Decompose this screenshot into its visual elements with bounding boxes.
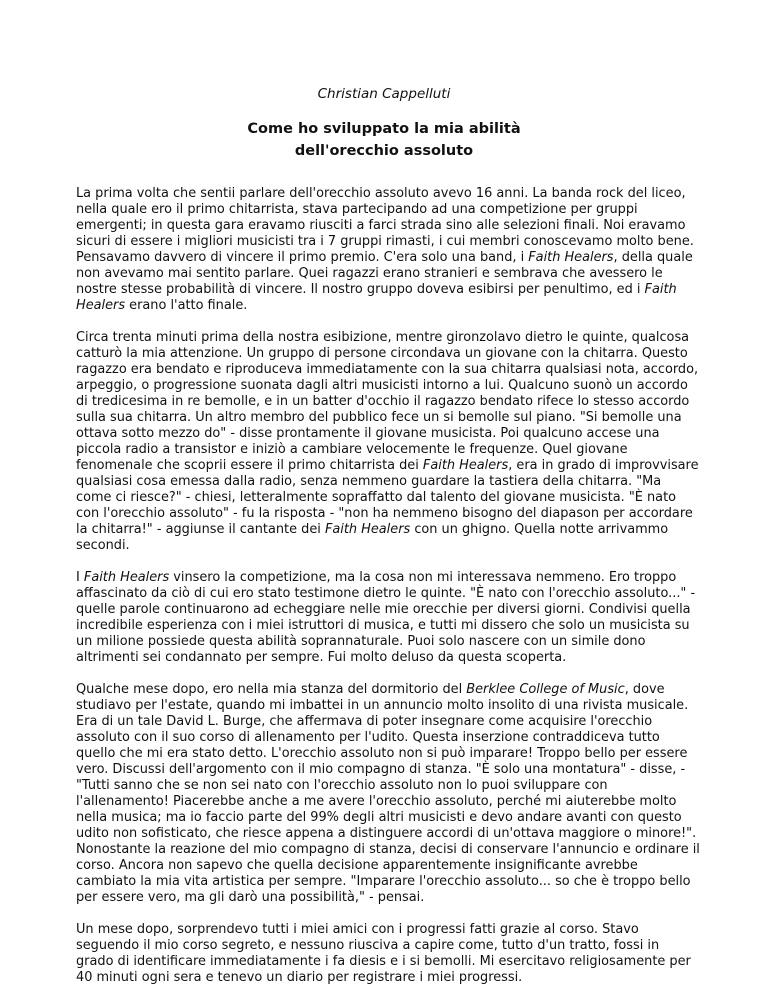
title-line-1: Come ho sviluppato la mia abilità: [247, 121, 521, 137]
paragraph-text: vinsero la competizione, ma la cosa non mi interessava nemmeno. Ero troppo affascinato da ciò di cui ero stato testimone dietro le quinte. "È nato con l'orecchio assoluto..." - quelle parole continuarono ad echeggiare nelle mie orecchie per diversi giorni. Condivisi quella incredibile esperienza con i miei istruttori di musica, e tutti mi dissero che solo un musicista su un milione possiede questa abilità soprannaturale. Puoi solo nascere con un simile dono altrimenti sei condannato per sempre. Fui molto deluso da questa scoperta.: [76, 570, 696, 665]
paragraph-text: erano l'atto finale.: [125, 298, 248, 313]
paragraph-text: con un ghigno. Quella notte arrivammo secondi.: [76, 522, 669, 553]
paragraph-text: La prima volta che sentii parlare dell'orecchio assoluto avevo 16 anni. La banda rock del liceo, nella quale ero il primo chitarrista, stava partecipando ad una competizione per gruppi emergenti; in questa gara eravamo riusciti a farci strada sino alle selezioni finali. Noi eravamo sicuri di essere i migliori musicisti tra i 7 gruppi rimasti, i cui membri conoscevamo molto bene. Pensavamo davvero di vincere il primo premio. C'era solo una band, i: [76, 186, 694, 265]
paragraph-text: Un mese dopo, sorprendevo tutti i miei amici con i progressi fatti grazie al corso. Stavo seguendo il mio corso segreto, e nessuno riusciva a capire come, tutto d'un tratto, fossi in grado di identificare immediatamente i fa diesis e i si bemolli. Mi esercitavo religiosamente per 40 minuti ogni sera e tenevo un diario per registrare i miei progressi.: [76, 922, 691, 985]
paragraph-text: I: [76, 570, 84, 585]
paragraph-text: , della quale non avevamo mai sentito parlare. Quei ragazzi erano stranieri e sembrava che avessero le nostre stesse probabilità di vincere. Il nostro gruppo doveva esibirsi per penultimo, ed i: [76, 250, 693, 297]
document-body: [76, 186, 700, 1002]
paragraph-text: , era in grado di improvvisare qualsiasi cosa emessa dalla radio, senza nemmeno guardare la tastiera della chitarra. "Ma come ci riesce?" - chiesi, letteralmente sopraffatto dal talento del giovane musicista. "È nato con l'orecchio assoluto" - fu la risposta - "non ha nemmeno bisogno del diapason per accordare la chitarra!" - aggiunse il cantante dei: [76, 458, 699, 537]
band-name: Faith Healers: [76, 282, 677, 313]
band-name: Faith Healers: [324, 522, 411, 537]
author-name: Christian Cappelluti: [317, 86, 451, 102]
band-name: Faith Healers: [528, 250, 614, 265]
college-name: Berklee College of Music: [466, 682, 625, 697]
paragraph-2: [76, 330, 700, 554]
title-line-2: dell'orecchio assoluto: [294, 143, 474, 159]
paragraph-text: Qualche mese dopo, ero nella mia stanza del dormitorio del: [76, 682, 467, 697]
paragraph-4: [76, 682, 700, 906]
band-name: Faith Healers: [422, 458, 509, 473]
paragraph-5: [76, 922, 700, 986]
paragraph-3: [76, 570, 700, 666]
band-name: Faith Healers: [83, 570, 170, 585]
paragraph-1: [76, 186, 700, 314]
document-title: [0, 118, 768, 162]
paragraph-text: , dove studiavo per l'estate, quando mi imbattei in un annuncio molto insolito di una rivista musicale. Era di un tale David L. Burge, che affermava di poter insegnare come acquisire l'orecchio assoluto con il suo corso di allenamento per l'udito. Questa inserzione contraddiceva tutto quello che mi era stato detto. L'orecchio assoluto non si può imparare! Troppo bello per essere vero. Discussi dell'argomento con il mio compagno di stanza. "È solo una montatura" - disse, - "Tutti sanno che se non sei nato con l'orecchio assoluto non lo puoi sviluppare con l'allenamento! Piacerebbe anche a me avere l'orecchio assoluto, perché mi aiuterebbe molto nella musica; ma io faccio parte del 99% degli altri musicisti e devo andare avanti con questo udito non sofisticato, che riesce appena a distinguere accordi di un'ottava maggiore o minore!". Nonostante la reazione del mio compagno di stanza, decisi di conservare l'annuncio e ordinare il corso. Ancora non sapevo che quella decisione apparentemente insignificante avrebbe cambiato la mia vita artistica per sempre. "Imparare l'orecchio assoluto... so che è troppo bello per essere vero, ma gli darò una possibilità," - pensai.: [76, 682, 700, 905]
paragraph-text: Circa trenta minuti prima della nostra esibizione, mentre gironzolavo dietro le quinte, qualcosa catturò la mia attenzione. Un gruppo di persone circondava un giovane con la chitarra. Questo ragazzo era bendato e riproduceva immediatamente con la sua chitarra qualsiasi nota, accordo, arpeggio, o progressione suonata dagli altri musicisti intorno a lui. Qualcuno suonò un accordo di tredicesima in re bemolle, e in un batter d'occhio il ragazzo bendato rifece lo stesso accordo sulla sua chitarra. Un altro membro del pubblico fece un si bemolle sul piano. "Si bemolle una ottava sotto mezzo do" - disse prontamente il giovane musicista. Poi qualcuno accese una piccola radio a transistor e iniziò a cambiare velocemente le frequenze. Quel giovane fenomenale che scoprii essere il primo chitarrista dei: [76, 330, 699, 473]
